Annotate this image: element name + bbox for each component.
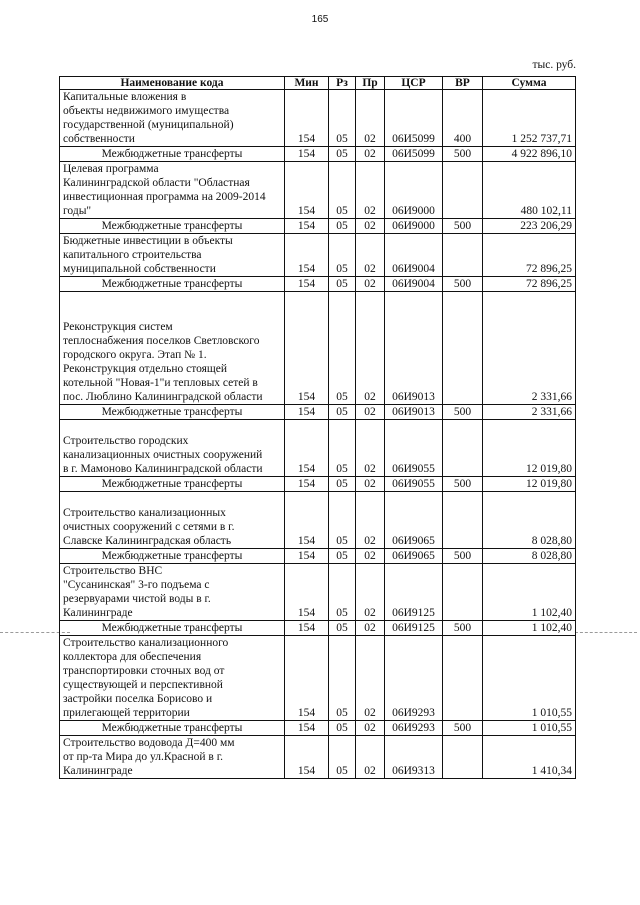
row-vr-cell: 500 (443, 277, 483, 292)
row-csr-cell: 06И5099 (385, 90, 443, 147)
row-min-cell: 154 (285, 492, 329, 549)
row-min-cell: 154 (285, 234, 329, 277)
row-rz-cell: 05 (329, 147, 356, 162)
table-row (60, 90, 576, 147)
row-rz-cell: 05 (329, 477, 356, 492)
row-sum-cell: 1 010,55 (483, 721, 576, 736)
table-row (60, 736, 576, 779)
row-rz-cell: 05 (329, 549, 356, 564)
row-rz-cell: 05 (329, 420, 356, 477)
row-pr-cell: 02 (356, 292, 385, 405)
row-name-cell: Целевая программа Калининградской области "Областная инвестиционная программа на 2009-2014 годы" (60, 162, 285, 219)
row-name-cell: Строительство канализационных очистных сооружений с сетями в г. Славске Калининградская область (60, 492, 285, 549)
table-header (60, 77, 576, 90)
row-csr-cell: 06И5099 (385, 147, 443, 162)
row-name-cell: Межбюджетные трансферты (60, 621, 285, 636)
row-rz-cell: 05 (329, 90, 356, 147)
budget-table (59, 76, 576, 779)
row-sum-cell: 8 028,80 (483, 549, 576, 564)
row-vr-cell: 400 (443, 90, 483, 147)
page-number: 165 (311, 14, 329, 25)
row-min-cell: 154 (285, 564, 329, 621)
header-min: Мин (285, 77, 329, 90)
row-csr-cell: 06И9000 (385, 219, 443, 234)
transfer-row (60, 219, 576, 234)
transfer-row (60, 277, 576, 292)
row-sum-cell: 72 896,25 (483, 234, 576, 277)
row-rz-cell: 05 (329, 564, 356, 621)
row-vr-cell (443, 736, 483, 779)
row-name-cell: Межбюджетные трансферты (60, 147, 285, 162)
row-vr-cell: 500 (443, 405, 483, 420)
row-sum-cell: 223 206,29 (483, 219, 576, 234)
row-min-cell: 154 (285, 219, 329, 234)
row-csr-cell: 06И9000 (385, 162, 443, 219)
row-min-cell: 154 (285, 277, 329, 292)
row-pr-cell: 02 (356, 234, 385, 277)
row-pr-cell: 02 (356, 147, 385, 162)
row-rz-cell: 05 (329, 277, 356, 292)
row-csr-cell: 06И9313 (385, 736, 443, 779)
row-sum-cell: 2 331,66 (483, 292, 576, 405)
row-name-cell: Бюджетные инвестиции в объекты капитального строительства муниципальной собственности (60, 234, 285, 277)
table-row (60, 492, 576, 549)
table-body (60, 90, 576, 779)
table-row (60, 292, 576, 405)
row-rz-cell: 05 (329, 219, 356, 234)
row-min-cell: 154 (285, 90, 329, 147)
row-name-cell: Межбюджетные трансферты (60, 277, 285, 292)
row-name-cell: Строительство канализационного коллектора для обеспечения транспортировки сточных вод от существующей и перспективной застройки поселка Борисово и прилегающей территории (60, 636, 285, 721)
row-sum-cell: 12 019,80 (483, 477, 576, 492)
row-csr-cell: 06И9293 (385, 636, 443, 721)
row-pr-cell: 02 (356, 636, 385, 721)
row-min-cell: 154 (285, 405, 329, 420)
row-min-cell: 154 (285, 292, 329, 405)
row-min-cell: 154 (285, 420, 329, 477)
row-name-cell: Реконструкция систем теплоснабжения поселков Светловского городского округа. Этап № 1. Реконструкция отдельно стоящей котельной "Новая-1"и тепловых сетей в пос. Люблино Калининградской области (60, 292, 285, 405)
row-vr-cell: 500 (443, 721, 483, 736)
row-pr-cell: 02 (356, 721, 385, 736)
row-min-cell: 154 (285, 621, 329, 636)
row-csr-cell: 06И9065 (385, 549, 443, 564)
row-pr-cell: 02 (356, 477, 385, 492)
row-vr-cell (443, 420, 483, 477)
row-sum-cell: 72 896,25 (483, 277, 576, 292)
transfer-row (60, 621, 576, 636)
row-min-cell: 154 (285, 162, 329, 219)
row-min-cell: 154 (285, 736, 329, 779)
row-min-cell: 154 (285, 636, 329, 721)
row-vr-cell: 500 (443, 477, 483, 492)
row-pr-cell: 02 (356, 549, 385, 564)
row-vr-cell: 500 (443, 621, 483, 636)
row-vr-cell: 500 (443, 219, 483, 234)
row-pr-cell: 02 (356, 621, 385, 636)
row-rz-cell: 05 (329, 492, 356, 549)
row-vr-cell: 500 (443, 549, 483, 564)
row-csr-cell: 06И9125 (385, 564, 443, 621)
row-pr-cell: 02 (356, 736, 385, 779)
row-vr-cell (443, 564, 483, 621)
row-pr-cell: 02 (356, 405, 385, 420)
row-min-cell: 154 (285, 477, 329, 492)
row-rz-cell: 05 (329, 292, 356, 405)
row-min-cell: 154 (285, 549, 329, 564)
row-sum-cell: 8 028,80 (483, 492, 576, 549)
row-sum-cell: 12 019,80 (483, 420, 576, 477)
row-name-cell: Межбюджетные трансферты (60, 721, 285, 736)
row-vr-cell (443, 234, 483, 277)
row-csr-cell: 06И9013 (385, 405, 443, 420)
transfer-row (60, 405, 576, 420)
row-sum-cell: 480 102,11 (483, 162, 576, 219)
header-sum: Сумма (483, 77, 576, 90)
row-sum-cell: 4 922 896,10 (483, 147, 576, 162)
row-pr-cell: 02 (356, 420, 385, 477)
row-sum-cell: 1 102,40 (483, 621, 576, 636)
row-pr-cell: 02 (356, 219, 385, 234)
row-csr-cell: 06И9004 (385, 277, 443, 292)
row-name-cell: Межбюджетные трансферты (60, 405, 285, 420)
row-vr-cell: 500 (443, 147, 483, 162)
row-sum-cell: 2 331,66 (483, 405, 576, 420)
row-name-cell: Строительство городских канализационных очистных сооружений в г. Мамоново Калининградской области (60, 420, 285, 477)
row-min-cell: 154 (285, 147, 329, 162)
row-csr-cell: 06И9125 (385, 621, 443, 636)
units-label: тыс. руб. (532, 59, 576, 71)
row-csr-cell: 06И9004 (385, 234, 443, 277)
row-sum-cell: 1 102,40 (483, 564, 576, 621)
transfer-row (60, 721, 576, 736)
row-pr-cell: 02 (356, 277, 385, 292)
header-rz: Рз (329, 77, 356, 90)
row-name-cell: Межбюджетные трансферты (60, 549, 285, 564)
transfer-row (60, 147, 576, 162)
row-csr-cell: 06И9293 (385, 721, 443, 736)
row-sum-cell: 1 410,34 (483, 736, 576, 779)
row-pr-cell: 02 (356, 564, 385, 621)
row-sum-cell: 1 010,55 (483, 636, 576, 721)
table-row (60, 564, 576, 621)
row-name-cell: Межбюджетные трансферты (60, 219, 285, 234)
row-csr-cell: 06И9055 (385, 477, 443, 492)
row-vr-cell (443, 636, 483, 721)
row-vr-cell (443, 162, 483, 219)
row-rz-cell: 05 (329, 405, 356, 420)
row-pr-cell: 02 (356, 90, 385, 147)
row-rz-cell: 05 (329, 234, 356, 277)
row-min-cell: 154 (285, 721, 329, 736)
scan-artifact-line-right (575, 632, 637, 633)
table-row (60, 162, 576, 219)
header-vr: ВР (443, 77, 483, 90)
row-pr-cell: 02 (356, 492, 385, 549)
row-csr-cell: 06И9055 (385, 420, 443, 477)
row-csr-cell: 06И9013 (385, 292, 443, 405)
row-name-cell: Строительство водовода Д=400 мм от пр-та Мира до ул.Красной в г. Калининграде (60, 736, 285, 779)
row-rz-cell: 05 (329, 721, 356, 736)
row-sum-cell: 1 252 737,71 (483, 90, 576, 147)
table-row (60, 636, 576, 721)
row-rz-cell: 05 (329, 621, 356, 636)
row-rz-cell: 05 (329, 636, 356, 721)
row-vr-cell (443, 492, 483, 549)
table-row (60, 234, 576, 277)
transfer-row (60, 549, 576, 564)
row-rz-cell: 05 (329, 162, 356, 219)
row-name-cell: Межбюджетные трансферты (60, 477, 285, 492)
row-pr-cell: 02 (356, 162, 385, 219)
row-rz-cell: 05 (329, 736, 356, 779)
header-csr: ЦСР (385, 77, 443, 90)
row-csr-cell: 06И9065 (385, 492, 443, 549)
header-pr: Пр (356, 77, 385, 90)
transfer-row (60, 477, 576, 492)
header-name: Наименование кода (60, 77, 285, 90)
row-name-cell: Строительство ВНС "Сусанинская" 3-го подъема с резервуарами чистой воды в г. Калининграде (60, 564, 285, 621)
row-name-cell: Капитальные вложения в объекты недвижимого имущества государственной (муниципальной) собственности (60, 90, 285, 147)
table-row (60, 420, 576, 477)
row-vr-cell (443, 292, 483, 405)
